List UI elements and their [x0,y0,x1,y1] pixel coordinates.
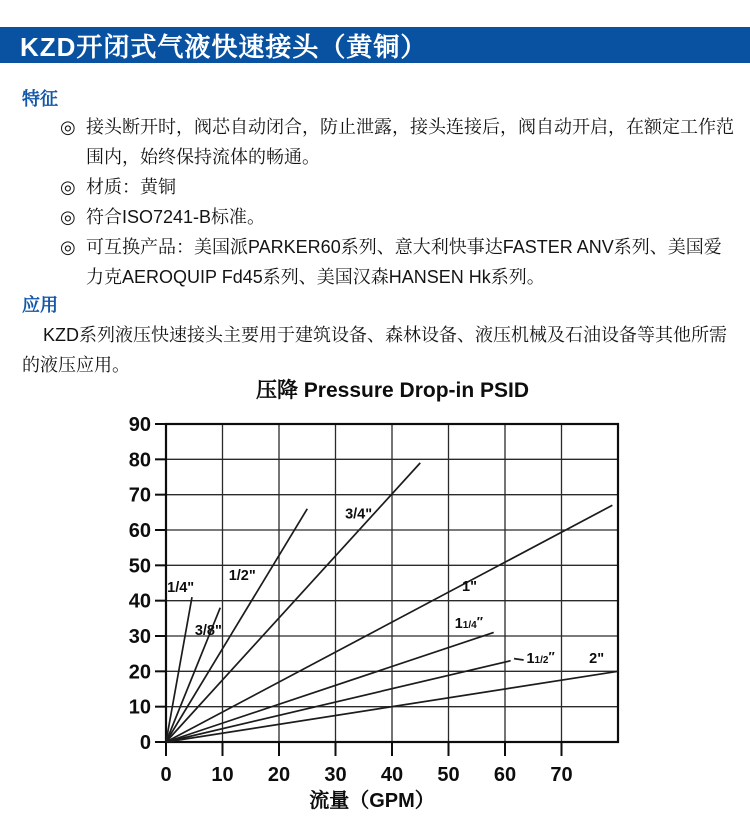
x-tick-label: 30 [324,764,347,786]
feature-text: 符合ISO7241-B标准。 [86,207,266,227]
bullet-icon: ◎ [60,207,76,227]
x-tick-label: 20 [267,764,291,786]
section-heading-features: 特征 [22,89,58,109]
application-paragraph: KZD系列液压快速接头主要用于建筑设备、森林设备、液压机械及石油设备等其他所需的液压应用。 [22,325,727,375]
feature-item [0,172,750,202]
x-tick-label: 60 [493,764,517,786]
y-tick-label: 90 [128,414,151,436]
series-label: 2" [589,650,605,667]
bullet-icon: ◎ [60,177,76,197]
y-tick-label: 20 [128,661,151,684]
feature-item [0,202,750,232]
y-tick-label: 0 [139,732,151,754]
y-tick-label: 10 [128,696,151,719]
series-label: 3/4" [345,506,373,523]
y-tick-label: 30 [128,626,151,648]
feature-item [0,112,750,172]
y-tick-label: 70 [128,484,151,507]
x-tick-label: 70 [550,764,573,786]
series-label: 1/4" [167,579,195,596]
feature-text: 可互换产品：美国派PARKER60系列、意大利快事达FASTER ANV系列、美国爱力克AEROQUIP Fd45系列、美国汉森HANSEN Hk系列。 [86,237,722,287]
series-line [166,661,511,742]
chart-title: 压降 Pressure Drop-in PSID [255,379,530,402]
bullet-icon: ◎ [60,117,76,137]
x-tick-label: 0 [160,764,172,786]
x-tick-label: 10 [211,764,234,786]
x-axis-label: 流量（GPM） [309,790,435,812]
feature-text: 材质：黄铜 [86,177,176,197]
page-title: KZD开闭式气液快速接头（黄铜） [20,31,428,62]
y-tick-label: 80 [128,449,151,472]
series-label: 1/2" [228,567,256,584]
feature-item [0,232,750,292]
x-tick-label: 40 [380,764,404,786]
series-label-leader [514,659,524,660]
y-tick-label: 60 [128,520,151,542]
x-tick-label: 50 [437,764,460,786]
y-tick-label: 50 [128,555,151,578]
feature-list [0,112,750,292]
series-label: 11/2″ [526,648,555,667]
series-label: 3/8" [194,622,222,639]
y-tick-label: 40 [128,590,151,613]
section-heading-application: 应用 [22,295,58,315]
bullet-icon: ◎ [60,237,76,257]
feature-text: 接头断开时，阀芯自动闭合，防止泄露，接头连接后，阀自动开启，在额定工作范围内，始终保持流体的畅通。 [86,117,734,167]
title-bar [0,27,750,63]
series-label: 1" [462,579,478,596]
pressure-drop-chart [120,400,700,826]
series-label: 11/4″ [454,613,483,632]
